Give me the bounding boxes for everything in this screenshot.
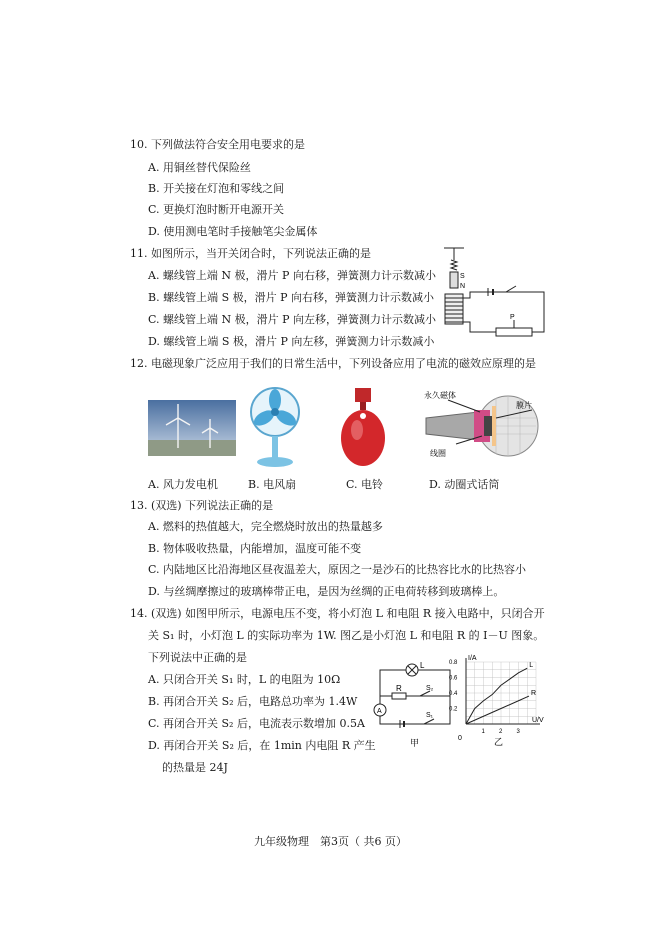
rheostat-icon <box>496 328 532 336</box>
q14-option-c: C. 再闭合开关 S₂ 后，电流表示数增加 0.5A <box>148 717 365 730</box>
graph-grid <box>466 662 536 724</box>
q13-stem: 13. (双选) 下列说法正确的是 <box>130 499 274 512</box>
wind-turbine-image <box>148 400 236 456</box>
q14-option-a: A. 只闭合开关 S₁ 时，L 的电阻为 10Ω <box>148 673 341 686</box>
label-ammeter: A <box>377 708 382 715</box>
circuit-loop <box>380 670 450 724</box>
switch-icon <box>506 286 516 292</box>
q10-option-b: B. 开关接在灯泡和零线之间 <box>148 182 285 195</box>
x-tick-label: 1 <box>481 729 485 735</box>
y-tick-label: 0.6 <box>449 675 458 682</box>
y-tick-label: 0.8 <box>449 660 458 666</box>
dynamic-microphone-figure <box>424 388 540 464</box>
y-tick-label: 0.2 <box>449 706 458 713</box>
switch-s1-icon <box>424 719 434 724</box>
origin-label: 0 <box>458 735 462 742</box>
label-s2: S₂ <box>426 685 434 692</box>
series-line-r <box>466 696 529 724</box>
q11-solenoid-circuit-figure <box>440 246 550 342</box>
label-s: S <box>460 273 465 280</box>
electric-fan-image <box>248 384 302 470</box>
q11-option-d: D. 螺线管上端 S 极，滑片 P 向左移，弹簧测力计示数减小 <box>148 335 435 348</box>
label-resistor: R <box>396 684 402 693</box>
q10-stem: 10. 下列做法符合安全用电要求的是 <box>130 138 305 151</box>
x-axis-label: U/V <box>532 717 544 724</box>
label-coil: 线圈 <box>430 449 446 458</box>
x-tick-label: 3 <box>516 729 520 735</box>
bar-magnet-icon <box>450 272 458 288</box>
q14-option-d: D. 再闭合开关 S₂ 后，在 1min 内电阻 R 产生 <box>148 739 376 752</box>
label-n: N <box>460 283 466 290</box>
q13-option-b: B. 物体吸收热量，内能增加，温度可能不变 <box>148 542 362 555</box>
figure-caption-yi: 乙 <box>494 738 504 748</box>
q14-iu-graph <box>446 652 546 748</box>
label-s1: S₁ <box>426 712 434 719</box>
resistor-icon <box>392 693 406 699</box>
q12-option-a: A. 风力发电机 <box>148 478 218 491</box>
spring-icon <box>451 260 457 270</box>
q12-option-b: B. 电风扇 <box>248 478 297 491</box>
label-permanent-magnet: 永久磁体 <box>424 391 456 400</box>
label-membrane: 膜片 <box>516 401 532 410</box>
q14-stem-line-2: 关 S₁ 时，小灯泡 L 的实际功率为 1W. 图乙是小灯泡 L 和电阻 R 的 I－U 图象。 <box>148 629 545 642</box>
q14-option-d-continuation: 的热量是 24J <box>162 761 228 774</box>
q10-option-d: D. 使用测电笔时手接触笔尖金属体 <box>148 225 318 238</box>
y-tick-label: 0.4 <box>449 691 458 697</box>
q14-stem-line-1: 14. (双选) 如图甲所示，电源电压不变，将小灯泡 L 和电阻 R 接入电路中，只闭合开 <box>130 607 545 620</box>
q10-option-a: A. 用铜丝替代保险丝 <box>148 161 251 174</box>
bottom-wire <box>463 322 496 332</box>
series-label-r: R <box>531 690 537 698</box>
q12-option-d: D. 动圈式话筒 <box>429 478 500 491</box>
q14-stem-line-3: 下列说法中正确的是 <box>148 651 247 664</box>
figure-caption-jia: 甲 <box>410 739 420 749</box>
label-p: P <box>510 314 515 321</box>
q11-option-b: B. 螺线管上端 S 极，滑片 P 向右移，弹簧测力计示数减小 <box>148 291 434 304</box>
page-footer: 九年级物理 第3页（ 共6 页） <box>254 835 407 848</box>
top-wire <box>463 292 544 332</box>
q14-option-b: B. 再闭合开关 S₂ 后，电路总功率为 1.4W <box>148 695 358 708</box>
series-line-l <box>466 668 527 724</box>
solenoid-coil-icon <box>445 298 463 322</box>
q13-option-c: C. 内陆地区比沿海地区昼夜温差大，原因之一是沙石的比热容比水的比热容小 <box>148 563 527 576</box>
q13-option-a: A. 燃料的热值越大，完全燃烧时放出的热量越多 <box>148 520 383 533</box>
q11-option-a: A. 螺线管上端 N 极，滑片 P 向右移，弹簧测力计示数减小 <box>148 269 436 282</box>
label-lamp: L <box>420 661 425 670</box>
series-label-l: L <box>529 662 534 670</box>
q12-option-c: C. 电铃 <box>346 478 384 491</box>
q10-option-c: C. 更换灯泡时断开电源开关 <box>148 203 285 216</box>
q11-option-c: C. 螺线管上端 N 极，滑片 P 向左移，弹簧测力计示数减小 <box>148 313 437 326</box>
electric-bell-image <box>338 386 388 470</box>
q11-stem: 11. 如图所示，当开关闭合时，下列说法正确的是 <box>130 247 371 260</box>
q13-option-d: D. 与丝绸摩擦过的玻璃棒带正电，是因为丝绸的正电荷转移到玻璃棒上。 <box>148 585 505 598</box>
x-tick-label: 2 <box>499 729 503 735</box>
y-axis-label: I/A <box>468 655 477 662</box>
q12-stem: 12. 电磁现象广泛应用于我们的日常生活中，下列设备应用了电流的磁效应原理的是 <box>130 357 536 370</box>
